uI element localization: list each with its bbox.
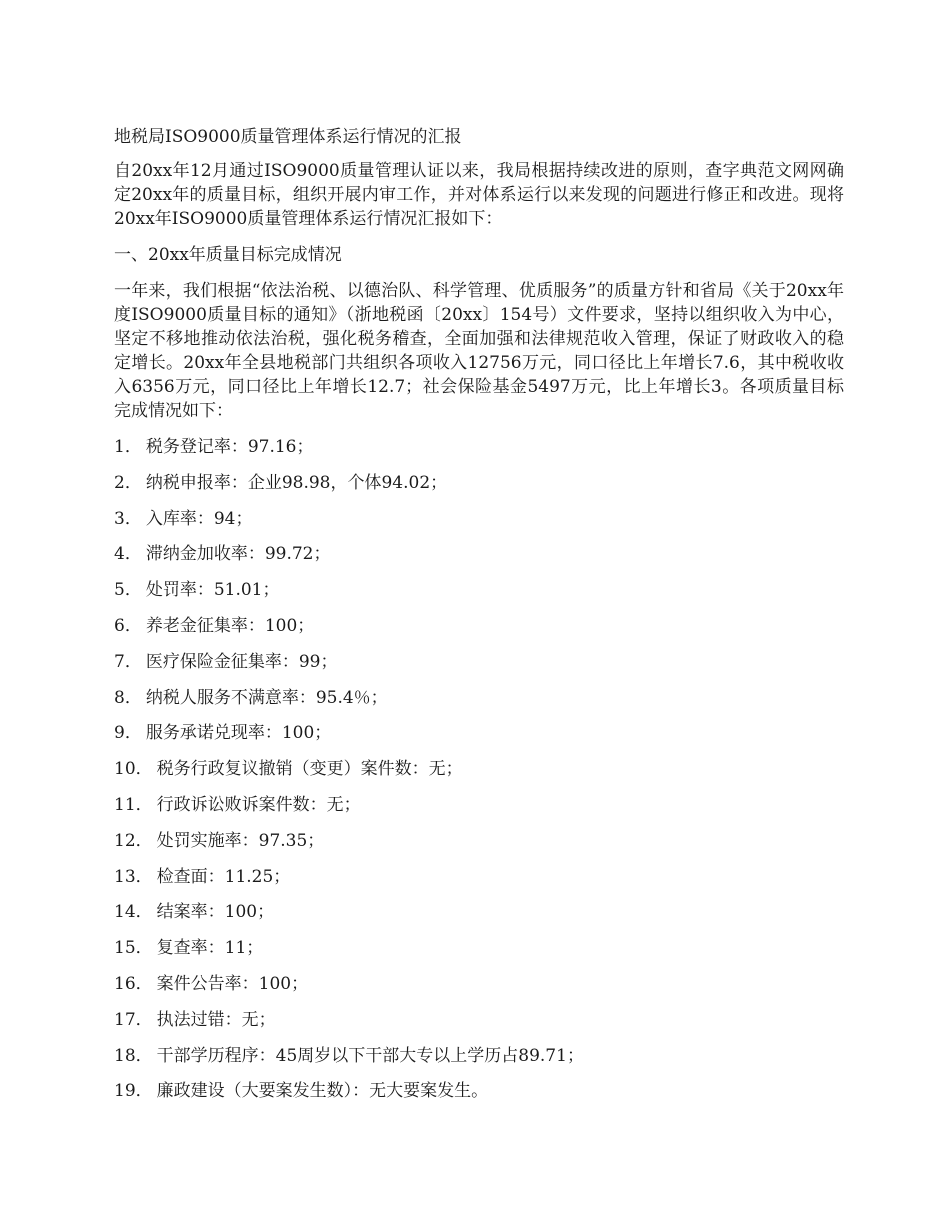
list-item — [114, 865, 844, 889]
quality-target-list — [114, 435, 844, 1103]
list-item-text: 服务承诺兑现率：100； — [145, 723, 332, 744]
list-item-text: 纳税人服务不满意率：95.4％； — [145, 687, 388, 708]
list-item — [114, 936, 844, 960]
list-item-text: 案件公告率：100； — [156, 973, 309, 994]
list-item-text: 税务行政复议撤销（变更）案件数：无； — [156, 759, 463, 780]
list-item-number: 11． — [114, 794, 153, 815]
list-item-number: 9． — [114, 723, 142, 744]
list-item-text: 税务登记率：97.16； — [145, 437, 314, 457]
list-item — [114, 721, 844, 745]
document-title: 地税局ISO9000质量管理体系运行情况的汇报 — [114, 127, 462, 147]
list-item — [114, 542, 844, 566]
list-item — [114, 507, 844, 531]
section-body-paragraph: 一年来，我们根据“依法治税、以德治队、科学管理、优质服务”的质量方针和省局《关于20xx年度ISO9000质量目标的通知》（浙地税函〔20xx〕154号）文件要求，坚持以组织收入为中心，坚定不移地推动依法治税，强化税务稽查，全面加强和法律规范收入管理，保证了财政收入的稳定增长。20xx年全县地税部门共组织各项收入12756万元，同口径比上年增长7.6，其中税收收入6356万元，同口径比上年增长12.7；社会保险基金5497万元，比上年增长3。各项质量目标完成情况如下： — [114, 281, 844, 421]
list-item-text: 入库率：94； — [145, 508, 253, 529]
list-item-number: 13． — [114, 866, 153, 887]
list-item-number: 1． — [114, 437, 142, 457]
list-item — [114, 1079, 844, 1103]
list-item — [114, 435, 844, 459]
list-item — [114, 1008, 844, 1032]
list-item-number: 12． — [114, 830, 153, 851]
list-item-text: 干部学历程序：45周岁以下干部大专以上学历占89.71； — [156, 1045, 584, 1066]
list-item-number: 7． — [114, 651, 142, 672]
list-item-number: 15． — [114, 938, 153, 959]
list-item-number: 6． — [114, 615, 142, 636]
document-page — [114, 125, 844, 1115]
list-item-text: 执法过错：无； — [156, 1009, 276, 1030]
list-item-text: 养老金征集率：100； — [145, 615, 315, 636]
list-item-text: 行政诉讼败诉案件数：无； — [156, 794, 361, 815]
list-item-text: 复查率：11； — [156, 938, 264, 959]
list-item — [114, 829, 844, 853]
list-item-text: 医疗保险金征集率：99； — [145, 651, 338, 672]
list-item-text: 处罚实施率：97.35； — [156, 830, 325, 851]
list-item-number: 17． — [114, 1009, 153, 1030]
list-item — [114, 471, 844, 495]
list-item-number: 5． — [114, 580, 142, 601]
list-item-number: 14． — [114, 902, 153, 923]
list-item — [114, 686, 844, 710]
list-item-number: 4． — [114, 544, 142, 565]
intro-paragraph: 自20xx年12月通过ISO9000质量管理认证以来，我局根据持续改进的原则，查字典范文网网确定20xx年的质量目标，组织开展内审工作，并对体系运行以来发现的问题进行修正和改进。现将20xx年ISO9000质量管理体系运行情况汇报如下： — [114, 161, 844, 229]
list-item-text: 结案率：100； — [156, 902, 275, 923]
list-item-text: 纳税申报率：企业98.98，个体94.02； — [145, 472, 448, 493]
list-item — [114, 757, 844, 781]
list-item-number: 8． — [114, 687, 142, 708]
section-heading: 一、20xx年质量目标完成情况 — [114, 245, 342, 265]
list-item-number: 18． — [114, 1045, 153, 1066]
list-item-text: 处罚率：51.01； — [145, 580, 280, 601]
list-item-number: 19． — [114, 1081, 153, 1102]
list-item — [114, 614, 844, 638]
list-item — [114, 972, 844, 996]
list-item-number: 2． — [114, 472, 142, 493]
list-item-number: 10． — [114, 759, 153, 780]
list-item-text: 滞纳金加收率：99.72； — [145, 544, 331, 565]
list-item — [114, 650, 844, 674]
list-item — [114, 578, 844, 602]
list-item — [114, 1044, 844, 1068]
list-item-text: 廉政建设（大要案发生数）：无大要案发生。 — [156, 1081, 489, 1102]
list-item-number: 16． — [114, 973, 153, 994]
list-item — [114, 793, 844, 817]
list-item — [114, 900, 844, 924]
list-item-number: 3． — [114, 508, 142, 529]
list-item-text: 检查面：11.25； — [156, 866, 291, 887]
